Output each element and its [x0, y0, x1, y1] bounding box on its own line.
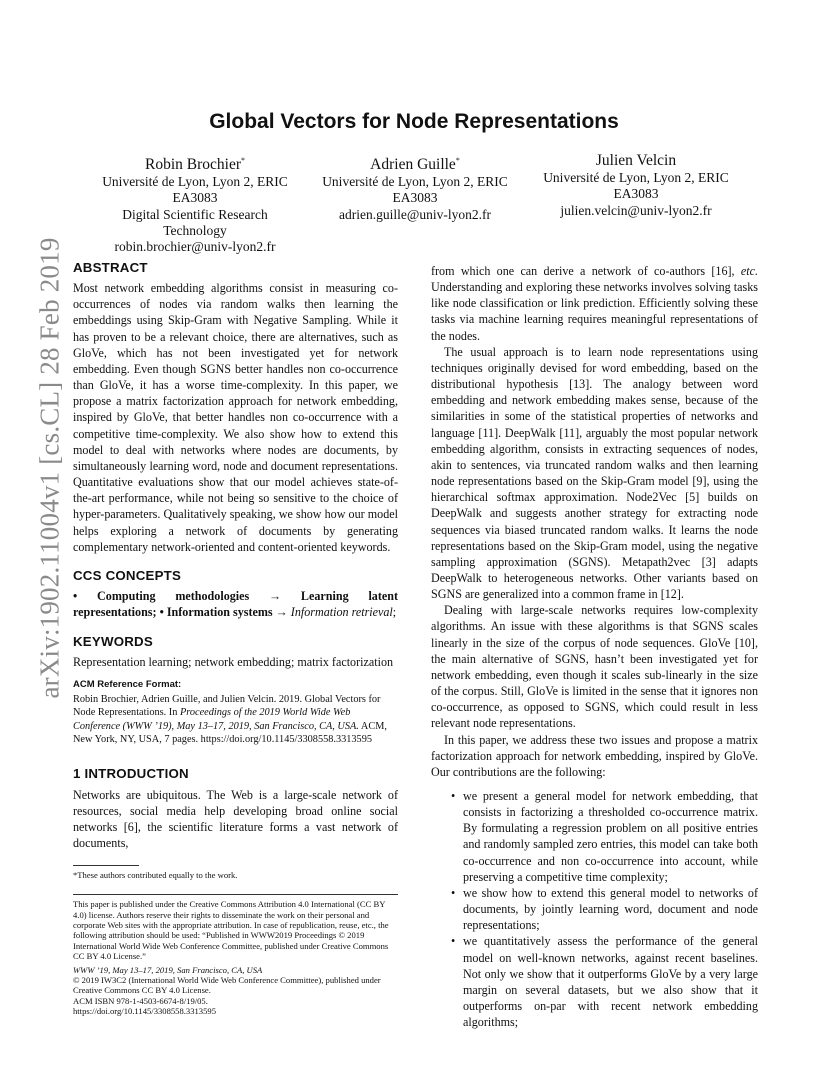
list-item-text: we present a general model for network embedding, that consists in factorizing a thresholded co-occurrence matrix. By formulating a regression problem on all positive entries and randomly sampled zero entries, this model can take both co-occurrence and non co-occurrence into account, while preserving a competitive time complexity; [463, 789, 758, 884]
abstract-text: Most network embedding algorithms consist in measuring co-occurrences of nodes via random walks then learning the embeddings using Skip-Gram with Negative Sampling. While it has proven to be a relevant choice, there are alternatives, such as GloVe, which has not been investigated yet for network embedding. Even though SGNS better handles non co-occurrence than GloVe, it has a worse time-complexity. In this paper, we propose a matrix factorization approach for network embedding, inspired by GloVe, that better handles non co-occurrence with a competitive time-complexity. We also show how to extend this model to deal with networks where nodes are documents, by simultaneously learning word, node and document representations. Quantitative evaluations show that our model achieves state-of-the-art performance, while not being so sensitive to the choice of hyper-parameters. Qualitatively speaking, we show how our model helps exploring a network of documents by generating complementary network-oriented and content-oriented keywords. [73, 281, 398, 554]
license-venue: WWW ’19, May 13–17, 2019, San Francisco, CA, USA [73, 964, 263, 975]
license-rule [73, 894, 398, 895]
list-item [451, 933, 758, 1030]
ccs-concept-1: • Computing methodologies → Learning latent representations; [73, 588, 398, 620]
author-name: Julien Velcin [595, 152, 677, 169]
author-email[interactable]: robin.brochier@univ-lyon2.fr [114, 239, 276, 255]
paragraph: In this paper, we address these two issues and propose a matrix factorization approach for network embedding, inspired by GloVe. Our contributions are the following: [431, 732, 758, 779]
author-name: Adrien Guille [370, 156, 456, 174]
author-affiliation: Université de Lyon, Lyon 2, ERIC [102, 174, 288, 190]
abstract-heading: ABSTRACT [73, 260, 148, 275]
bullet-icon: • [451, 885, 456, 900]
license-block [73, 899, 398, 1016]
license-doi[interactable]: https://doi.org/10.1145/3308558.3313595 [73, 1006, 216, 1017]
paper-title: Global Vectors for Node Representations [209, 110, 619, 133]
author-block-2 [295, 152, 535, 223]
keywords-text: Representation learning; network embedding; matrix factorization [73, 655, 394, 670]
arxiv-stamp [0, 0, 70, 1072]
ccs-concept-2: • Information systems → [159, 605, 288, 620]
author-mark: * [241, 156, 245, 165]
right-column [431, 263, 758, 1030]
author-affiliation: EA3083 [613, 186, 659, 202]
intro-paragraph: Networks are ubiquitous. The Web is a large-scale network of resources, social media help developing broad online social networks [6], the scientific literature forms a vast network of documents, [73, 787, 398, 850]
acm-ref-heading: ACM Reference Format: [73, 678, 182, 690]
paragraph [431, 263, 758, 344]
footnote: *These authors contributed equally to the work. [73, 870, 238, 881]
license-isbn: ACM ISBN 978-1-4503-6674-8/19/05. [73, 995, 208, 1006]
bullet-icon: • [451, 934, 456, 949]
left-column [73, 260, 398, 1017]
author-email[interactable]: adrien.guille@univ-lyon2.fr [339, 206, 491, 222]
author-block-3 [516, 152, 756, 219]
acm-ref-text [73, 693, 398, 747]
list-item-text: we show how to extend this general model to networks of documents, by jointly learning word, document and node representations; [463, 885, 758, 933]
list-item-text: we quantitatively assess the performance of the general model on well-known networks, against recent baselines. Not only we show that it outperforms GloVe by a very large margin on several datasets, but we also show that it outperforms on-par with recent network embedding algorithms; [463, 934, 758, 1030]
author-name: Robin Brochier [145, 156, 241, 174]
author-email[interactable]: julien.velcin@univ-lyon2.fr [560, 202, 712, 218]
keywords-heading: KEYWORDS [73, 634, 153, 650]
author-affiliation: Technology [163, 223, 227, 239]
license-text: This paper is published under the Creative Commons Attribution 4.0 International (CC BY 4.0) license. Authors reserve their rights to disseminate the work on their personal and corporate Web sites with the appropriate attribution. In case of republication, reuse, etc., the following attribution should be used: “Published in WWW2019 Proceedings © 2019 International World Wide Web Conference Committee, published under Creative Commons CC BY 4.0 License.” [73, 899, 389, 962]
list-item [451, 885, 758, 933]
ccs-text [73, 588, 398, 620]
author-affiliation: EA3083 [172, 190, 218, 206]
author-affiliation: EA3083 [392, 190, 438, 206]
list-item [451, 788, 758, 885]
footnote-rule [73, 865, 139, 866]
author-affiliation: Université de Lyon, Lyon 2, ERIC [543, 170, 729, 185]
paragraph-part: Understanding and exploring these networks involves solving tasks like node classification or link prediction. Efficiently solving these tasks via machine learning requires meaningful representations of the nodes. [431, 280, 758, 343]
contributions-list [431, 788, 758, 1030]
acm-ref-part: ACM, New York, NY, USA, 7 pages. https://doi.org/10.1145/3308558.3313595 [73, 720, 387, 745]
ccs-concept-2-leaf: Information retrieval [290, 605, 393, 620]
author-mark: * [455, 156, 460, 165]
author-affiliation: Digital Scientific Research [122, 206, 268, 222]
ccs-end: ; [392, 605, 397, 620]
author-block-1 [75, 152, 315, 256]
acm-ref-part: Robin Brochier, Adrien Guille, and Julien Velcin. 2019. Global Vectors for Node Representations. In [73, 693, 381, 719]
paragraph: Dealing with large-scale networks requires low-complexity algorithms. An issue with these algorithms is that SGNS scales linearly in the size of the corpus of node sequences. GloVe [10], the main alternative of SGNS, hasn’t been investigated yet for network embedding, even though it scales sub-linearly in the size of the corpus. Still, GloVe is limited in the sense that it ignores non co-occurrence, as opposed to SGNS, which could result in less relevant node representations. [431, 603, 758, 731]
arxiv-stamp-text: arXiv:1902.11004v1 [cs.CL] 28 Feb 2019 [34, 237, 65, 699]
license-copyright: © 2019 IW3C2 (International World Wide Web Conference Committee), published under Creative Commons CC BY 4.0 License. [73, 975, 381, 996]
paragraph-italic: etc. [740, 264, 758, 278]
acm-ref-venue: Proceedings of the 2019 World Wide Web Conference (WWW ’19), May 13–17, 2019, San Francisco, CA, USA. [73, 707, 359, 732]
bullet-icon: • [451, 789, 456, 803]
paragraph: The usual approach is to learn node representations using techniques originally devised for word embedding, based on the distributional hypothesis [13]. The analogy between word embedding and network embedding makes sense, because of the similarities in some of the statistical properties of networks and language [11]. DeepWalk [11], arguably the most popular network embedding algorithm, consists in extracting sequences of nodes, akin to sentences, via truncated random walks and then learning node representations based on the Skip-Gram model [9], using the hierarchical softmax approximation. Node2Vec [5] builds on DeepWalk and suggests another strategy for extracting node sequences via biased truncated random walks. It learns the node representations based on the Skip-Gram model, using the negative sampling approximation (SGNS). Metapath2vec [3] adapts DeepWalk to heterogeneous networks. Other variants based on SGNS are generalized into a common frame in [12]. [431, 344, 758, 602]
paragraph-part: from which one can derive a network of co-authors [16], [431, 264, 735, 278]
ccs-heading: CCS CONCEPTS [73, 567, 182, 583]
intro-heading: 1 INTRODUCTION [73, 766, 189, 782]
author-affiliation: Université de Lyon, Lyon 2, ERIC [322, 174, 508, 190]
